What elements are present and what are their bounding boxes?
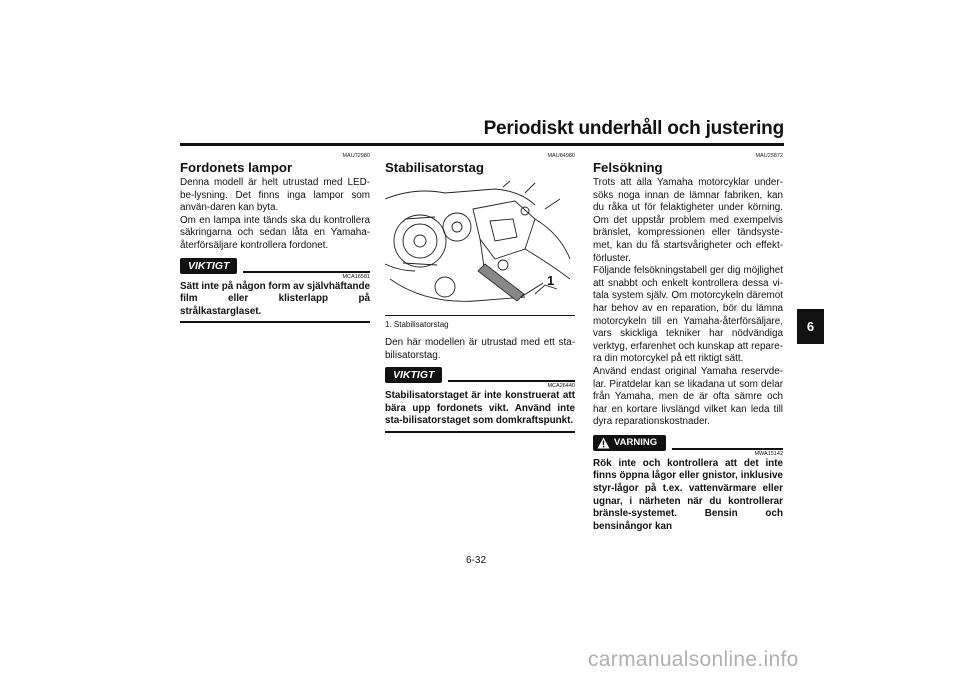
notice-code: MCA26440 bbox=[547, 383, 575, 390]
warning-rule bbox=[672, 448, 783, 450]
notice-header bbox=[180, 256, 370, 276]
notice-rule bbox=[448, 380, 575, 382]
figure-callout: 1 bbox=[547, 273, 555, 288]
paragraph: Den här modellen är utrustad med ett sta-bilisatorstag. bbox=[385, 337, 575, 361]
stabilizer-illustration bbox=[385, 179, 575, 316]
warning-label: VARNING bbox=[614, 436, 658, 448]
page-title: Periodiskt underhåll och justering bbox=[483, 118, 784, 139]
notice-badge: VIKTIGT bbox=[385, 367, 442, 383]
section-heading: Felsökning bbox=[593, 160, 663, 175]
chapter-tab: 6 bbox=[797, 309, 824, 344]
figure-caption: 1. Stabilisatorstag bbox=[385, 320, 449, 329]
notice-text: Stabilisatorstaget är inte konstruerat att bära upp fordonets vikt. Använd inte sta-bilisatorstaget som domkraftspunkt. bbox=[385, 390, 575, 427]
notice-end-rule bbox=[385, 431, 575, 433]
section-vehicle-lights bbox=[180, 152, 370, 323]
header-rule bbox=[180, 143, 784, 146]
warning-text: Rök inte och kontrollera att det inte finns öppna lågor eller gnistor, inklusive styr-lågor på t.ex. vattenvärmare eller ugnar, i närheten när du kontrollerar bränsle-systemet. Bensin och bensinångor kan bbox=[593, 457, 783, 532]
warning-badge bbox=[593, 435, 666, 451]
notice-badge: VIKTIGT bbox=[180, 258, 237, 274]
paragraph: Denna modell är helt utrustad med LED-be-lysning. Det finns inga lampor som använ-daren kan byta. bbox=[180, 177, 370, 214]
section-heading: Fordonets lampor bbox=[180, 160, 293, 175]
notice-text: Sätt inte på någon form av självhäftande film eller klisterlapp på strålkastarglaset. bbox=[180, 280, 370, 317]
section-troubleshooting bbox=[593, 152, 783, 533]
section-code: MAU72980 bbox=[342, 153, 370, 159]
section-stabilizer bbox=[385, 152, 575, 433]
notice-header bbox=[385, 365, 575, 385]
section-code: MAU84980 bbox=[547, 153, 575, 159]
section-code: MAU25872 bbox=[755, 153, 783, 159]
warning-header bbox=[593, 433, 783, 453]
notice-rule bbox=[243, 271, 370, 273]
motorcycle-line-drawing bbox=[385, 179, 575, 315]
notice-end-rule bbox=[180, 321, 370, 323]
paragraph: Använd endast original Yamaha reservde-lar. Piratdelar kan se likadana ut som delar från Yamaha, men de är ofta sämre och har en kortare livslängd vilket kan leda till dyra reparationskostnader. bbox=[593, 365, 783, 428]
warning-triangle-icon bbox=[597, 437, 610, 449]
notice-code: MCA16581 bbox=[342, 273, 370, 280]
page-number: 6-32 bbox=[466, 555, 487, 566]
footer-watermark: carmanualsonline.info bbox=[588, 648, 799, 671]
paragraph: Följande felsökningstabell ger dig möjlighet att snabbt och enkelt kontrollera dessa vi-tala system själv. Om motorcykeln däremot har behov av en reparation, bör du lämna motorcykeln till en Yamaha-återförsäljare, vars skickliga tekniker har nödvändiga verktyg, erfarenhet och kunskap att repare-ra din motorcykel på ett riktigt sätt. bbox=[593, 265, 783, 365]
warning-code: MWA15142 bbox=[754, 450, 783, 457]
paragraph: Trots att alla Yamaha motorcyklar under-söks noga innan de lämnar fabriken, kan du råka ut för felaktigheter under körning. Om det uppstår problem med exempelvis bränslet, kompressionen eller tändsyste-met, kan du få startsvårigheter och effekt-förluster. bbox=[593, 177, 783, 264]
paragraph: Om en lampa inte tänds ska du kontrollera säkringarna och sedan låta en Yamaha-återförsäljare kontrollera fordonet. bbox=[180, 214, 370, 251]
section-heading: Stabilisatorstag bbox=[385, 160, 484, 175]
